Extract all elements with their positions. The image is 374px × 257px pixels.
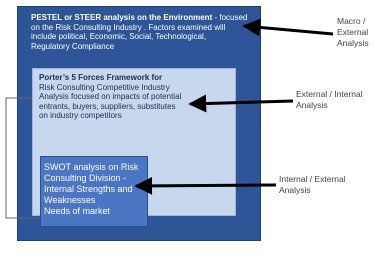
porter-heading: Porter’s 5 Forces Framework for [39, 73, 163, 82]
swot-line-4: Weaknesses [44, 195, 96, 205]
porter-line-3: entrants, buyers, suppliers, substitutes [39, 101, 176, 111]
pestel-line-4: Regulatory Compliance [31, 41, 115, 51]
ext-int-label-line-1: External / Internal [296, 89, 363, 99]
internal-external-arrow [136, 185, 276, 186]
macro-label-line-3: Analysis [337, 38, 369, 48]
porter-line-4: on industry competitors [39, 111, 122, 120]
swot-line-1: SWOT analysis on Risk [44, 162, 139, 172]
int-ext-label-line-1: Internal / External [279, 174, 346, 184]
pestel-line-2: on the Risk Consulting Industry . Factors examined will [31, 22, 226, 32]
ext-int-label-line-2: Analysis [296, 100, 328, 110]
left-bracket-connector [6, 98, 40, 218]
pestel-line-3: include political, Economic, Social, Technological, [31, 32, 207, 41]
pestel-heading: PESTEL or STEER analysis on the Environment [31, 13, 213, 22]
macro-label-line-2: External [337, 27, 369, 37]
external-internal-arrow [190, 101, 293, 104]
swot-line-5: Needs of market [44, 206, 111, 216]
porter-line-1: Risk Consulting Competitive Industry [39, 82, 170, 92]
porter-line-2: Analysis focused on impacts of potential [39, 92, 182, 101]
macro-arrow [244, 26, 333, 34]
int-ext-label-line-2: Analysis [279, 185, 311, 195]
swot-line-3: Internal Strengths and [44, 184, 133, 194]
swot-line-2: Consulting Division - [44, 173, 127, 183]
macro-label-line-1: Macro / [337, 16, 366, 26]
pestel-line-1: - focused [212, 13, 248, 22]
